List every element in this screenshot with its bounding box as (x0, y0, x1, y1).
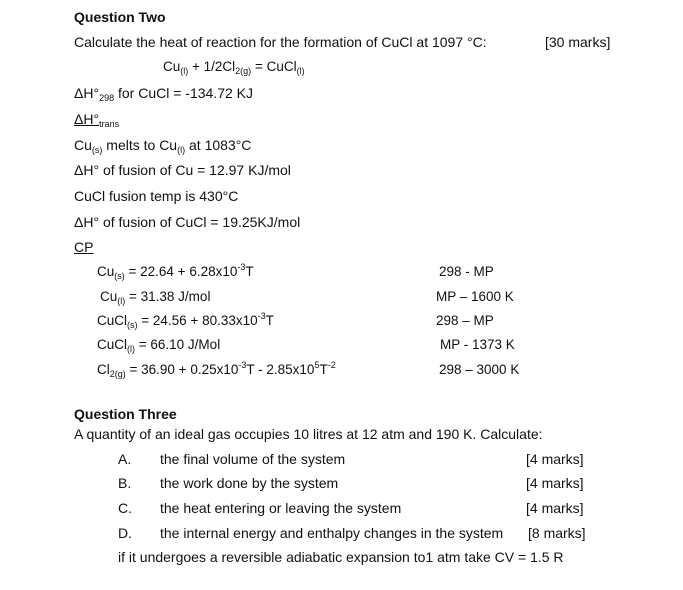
cucl-fusion-temp-line: CuCl fusion temp is 430°C (74, 188, 239, 204)
q3-item-marks-b: [4 marks] (526, 475, 584, 491)
cp-species-state: (s) (114, 271, 125, 281)
cu-melts-a: Cu (74, 137, 92, 153)
cp-species-state: (s) (127, 320, 138, 330)
dh298-symbol: ΔH° (74, 85, 100, 101)
fusion-cucl-line: ΔH° of fusion of CuCl = 19.25KJ/mol (74, 214, 301, 230)
question-two-prompt: Calculate the heat of reaction for the formation of CuCl at 1097 °C: (74, 34, 487, 50)
cp-exp: -3 (237, 262, 246, 272)
cp-species-state: (l) (117, 296, 126, 306)
cp-exp: -3 (238, 360, 247, 370)
question-two-marks: [30 marks] (545, 34, 611, 50)
dh-trans-heading (74, 111, 119, 128)
cp-exp-3: -2 (327, 360, 336, 370)
cp-row-cu-liquid (100, 289, 210, 305)
cp-row-cucl-solid (97, 313, 274, 329)
cp-expr-t2: T (319, 362, 328, 377)
cp-expr-t: T - 2.85x10 (246, 362, 315, 377)
question-three-heading: Question Three (74, 406, 177, 422)
q3-item-marks-d: [8 marks] (528, 525, 586, 541)
cp-exp: -3 (257, 311, 266, 321)
cp-expr-t: T (245, 264, 254, 279)
cp-range-cu-liquid: MP – 1600 K (436, 289, 514, 304)
q3-item-letter-a: A. (118, 451, 132, 467)
cp-species: CuCl (97, 337, 128, 352)
cu-melts-post: at 1083°C (185, 137, 252, 153)
q3-item-marks-a: [4 marks] (526, 451, 584, 467)
dh298-value: for CuCl = -134.72 KJ (114, 85, 253, 101)
cp-species: Cl (97, 362, 110, 377)
cp-range-cucl-liquid: MP - 1373 K (440, 337, 515, 352)
cu-melts-line (74, 137, 251, 154)
question-two-heading: Question Two (74, 9, 166, 25)
dh-trans-sub: trans (99, 119, 120, 129)
cp-species: Cu (100, 289, 118, 304)
q3-item-text-a: the final volume of the system (160, 451, 346, 467)
reaction-reactant-cu: Cu (163, 59, 181, 74)
cu-melts-a-sub: (s) (91, 145, 103, 155)
q3-item-text-d: the internal energy and enthalpy changes in the system (160, 525, 504, 541)
cp-row-cucl-liquid (97, 337, 220, 353)
reaction-product-state: (l) (296, 66, 305, 76)
cp-species-state: 2(g) (109, 369, 126, 379)
q3-item-letter-c: C. (118, 500, 132, 516)
reaction-product: = CuCl (251, 59, 297, 74)
dh298-sub: 298 (99, 93, 115, 103)
cp-expr: = 31.38 J/mol (125, 289, 211, 304)
reaction-cu-state: (l) (180, 66, 189, 76)
reaction-equation (163, 59, 305, 75)
cp-range-cu-solid: 298 - MP (439, 264, 494, 279)
cp-row-cu-solid (97, 264, 254, 280)
reaction-cl2-state: 2(g) (235, 66, 252, 76)
cp-species-state: (l) (127, 344, 136, 354)
q3-item-letter-b: B. (118, 475, 132, 491)
cp-heading: CP (74, 239, 94, 255)
cp-species: CuCl (97, 313, 128, 328)
cp-row-cl2-gas (97, 362, 336, 378)
question-three-footer: if it undergoes a reversible adiabatic expansion to1 atm take CV = 1.5 R (118, 549, 564, 565)
cp-expr-t: T (265, 313, 274, 328)
fusion-cu-line: ΔH° of fusion of Cu = 12.97 KJ/mol (74, 162, 291, 178)
cp-expr: = 22.64 + 6.28x10 (124, 264, 238, 279)
question-three-prompt: A quantity of an ideal gas occupies 10 litres at 12 atm and 190 K. Calculate: (74, 426, 543, 442)
cp-range-cl2-gas: 298 – 3000 K (439, 362, 520, 377)
dh-trans-symbol: ΔH° (74, 111, 100, 127)
q3-item-marks-c: [4 marks] (526, 500, 584, 516)
cp-species: Cu (97, 264, 115, 279)
q3-item-text-c: the heat entering or leaving the system (160, 500, 402, 516)
cp-range-cucl-solid: 298 – MP (436, 313, 494, 328)
cp-expr: = 66.10 J/Mol (135, 337, 221, 352)
cp-expr: = 36.90 + 0.25x10 (125, 362, 239, 377)
q3-item-text-b: the work done by the system (160, 475, 339, 491)
dh298-line (74, 85, 253, 102)
cu-melts-mid: melts to Cu (102, 137, 178, 153)
cp-expr: = 24.56 + 80.33x10 (137, 313, 258, 328)
cp-exp-2: 5 (314, 360, 320, 370)
reaction-reactant-cl2: + 1/2Cl (188, 59, 236, 74)
cu-melts-b-sub: (l) (177, 145, 186, 155)
q3-item-letter-d: D. (118, 525, 132, 541)
